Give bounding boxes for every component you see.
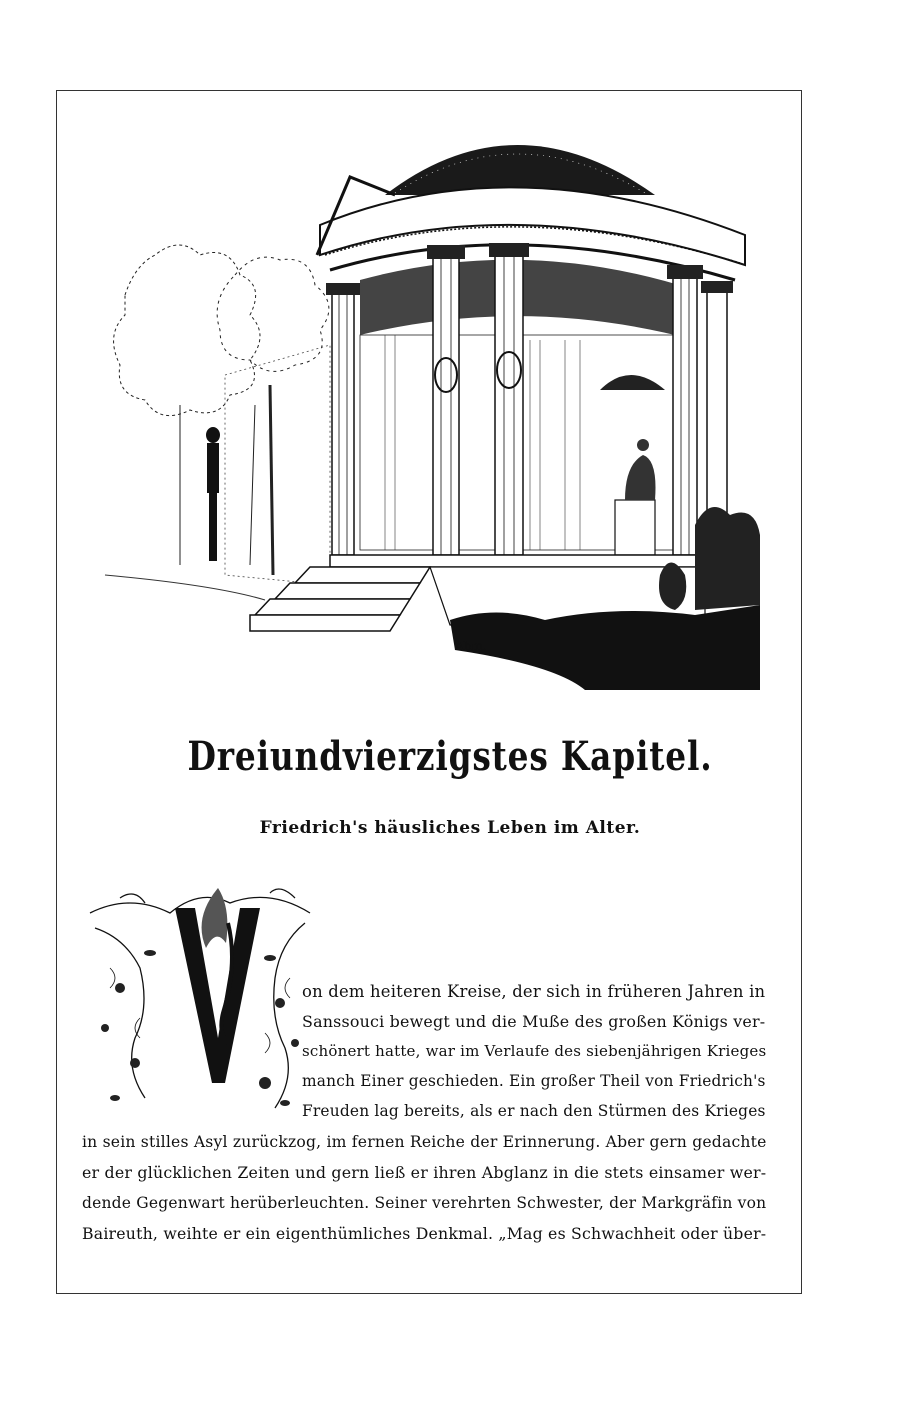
frame-bottom-rule <box>56 1293 801 1294</box>
body-line-3: schönert hatte, war im Verlaufe des siebenjährigen Krieges <box>302 1042 767 1060</box>
decorative-initial-v <box>80 868 320 1123</box>
body-line-4: manch Einer geschieden. Ein großer Theil von Friedrich's <box>302 1072 766 1090</box>
body-line-5: Freuden lag bereits, als er nach den Stürmen des Krieges <box>302 1102 766 1120</box>
illustration-signature: Abm. <box>455 639 487 653</box>
body-line-1: on dem heiteren Kreise, der sich in früheren Jahren in <box>302 982 766 1001</box>
body-line-9: Baireuth, weihte er ein eigenthümliches Denkmal. „Mag es Schwachheit oder über- <box>82 1224 767 1243</box>
temple-illustration <box>95 105 760 690</box>
body-line-6: in sein stilles Asyl zurückzog, im fernen Reiche der Erinnerung. Aber gern gedachte <box>82 1133 767 1151</box>
body-line-2: Sanssouci bewegt und die Muße des großen Königs ver- <box>302 1012 766 1031</box>
body-line-7: er der glücklichen Zeiten und gern ließ er ihren Abglanz in die stets einsamer wer- <box>82 1163 767 1182</box>
body-line-8: dende Gegenwart herüberleuchten. Seiner verehrten Schwester, der Markgräfin von <box>82 1194 767 1212</box>
chapter-subtitle: Friedrich's häusliches Leben im Alter. <box>259 818 641 838</box>
chapter-title: Dreiundvierzigstes Kapitel. <box>187 733 713 780</box>
